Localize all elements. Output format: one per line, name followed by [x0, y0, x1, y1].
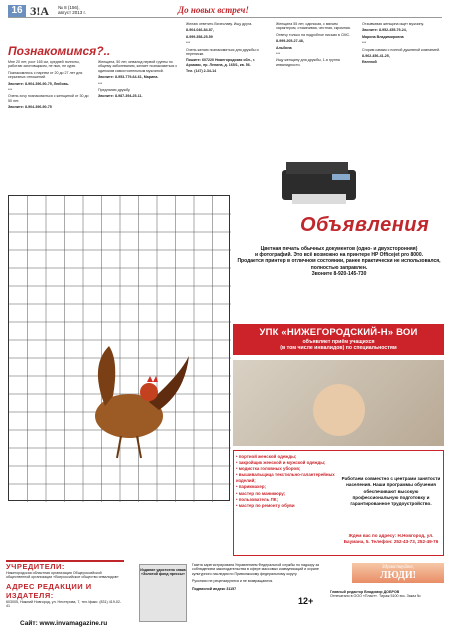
founders-title: УЧРЕДИТЕЛИ: [6, 562, 65, 571]
personal-contact: Евгений [362, 60, 377, 65]
personal-contact: Звоните: 8-953-779-64-61, Марина. [98, 75, 159, 80]
personal-contact: Звоните: 8-952-455-79-24, [362, 28, 407, 33]
age-rating: 12+ [298, 596, 314, 606]
zdr-banner [352, 563, 444, 583]
separator: *** [186, 41, 191, 46]
upk-photo [233, 360, 444, 446]
specialty-item: • модистка головных уборов; [236, 466, 301, 472]
footer-registration [192, 563, 324, 591]
personal-contact: Марина Владимировна [362, 34, 404, 39]
personals-column-1 [8, 60, 90, 112]
separator: *** [362, 41, 367, 46]
personal-contact: 8-999-358-25-59 [186, 34, 213, 39]
founders-text: Нижегородская областная организация Общероссийской общественной организации «Всероссийское общество инвалидов» [6, 571, 119, 580]
ad-line: и фотографий. Это всё возможно на принтере HP Officejet pro 8000. [254, 252, 424, 259]
upk-description: Работаем совместно с центрами занятости населения. Наши программы обучения обеспечивают высокую профессиональную подготовку и гарантированное трудоустройство. [341, 476, 441, 507]
ad-line: Продается принтер в отличном состоянии, ранее практически не использовался, полностью заправлен. [237, 258, 441, 271]
newspaper-logo: З!А [30, 4, 49, 18]
specialty-item: • вышивальщица текстильно-галантерейных изделий; [236, 472, 335, 484]
subscription-index: Подписной индекс 31157 [192, 586, 237, 591]
rooster-image [95, 346, 189, 458]
print-info: Отпечатано в ООО «Пласт». Тираж 5100 экз. Заказ № [330, 594, 421, 599]
separator: *** [8, 88, 13, 93]
personal-contact: 8-962-456-41-25, [362, 54, 390, 59]
personal-ad: Мне 20 лет, рост 165 см, средней полноты, работаю заготовщиком, не пью, не курю. [8, 60, 80, 69]
header-slogan: До новых встреч! [178, 5, 249, 15]
crossword-grid [9, 196, 231, 502]
site-link[interactable]: Сайт: www.invamagazine.ru [20, 620, 108, 627]
personal-ad: Женщина, 50 лет, инвалид первой группы по общему заболеванию, желает познакомиться с одиноким самостоятельным мужчиной. [98, 60, 178, 73]
manuscripts-note: Рукописи не рецензируются и не возвращаются. [192, 579, 274, 584]
personal-ad: Отвечу только на подробное письмо в СМС. [276, 32, 351, 37]
personals-column-4 [276, 22, 358, 69]
chief-editor: Главный редактор Владимир ДОБРОВ [330, 590, 400, 594]
registration-text: Газета зарегистрирована Управлением Федеральной службы по надзору за соблюдением законодательства в сфере массовых коммуникаций и охране культурного наследия по Приволжскому федеральному округу. [192, 563, 320, 576]
zdr-top: Здравствуйте, [382, 565, 414, 570]
personal-ad: Очень желаю познакомиться для дружбы и переписки. [186, 47, 259, 57]
upk-subtitle: объявляет приём учащихся [302, 339, 375, 345]
personal-ad: Ищу женщину для дружбы, 1-я группа инвалидности. [276, 58, 340, 67]
specialty-item: • портной женской одежды; [236, 454, 297, 459]
zdr-big: ЛЮДИ! [380, 570, 416, 581]
upk-subtitle: (в том числе инвалидов) по специальностям [280, 345, 397, 351]
ad-text [232, 246, 446, 277]
personal-contact: 8-999-205-27-48, [276, 39, 304, 44]
golden-fund-badge: Издание удостоено знака «Золотой фонд прессы» [139, 564, 187, 622]
personal-contact: Звоните: 8-904-396-90-75, Любовь. [8, 81, 70, 86]
personal-ad: Очень хочу познакомиться с женщиной от 30 до 50 лет. [8, 94, 89, 103]
specialty-item: • мастер по маникюру; [236, 490, 286, 496]
issue-date: август 2013 г. [58, 10, 86, 15]
personal-ad: Отзывчивая женщина ищет мужчину. [362, 22, 424, 26]
upk-title: УПК «НИЖЕГОРОДСКИЙ-Н» ВОИ [259, 327, 418, 338]
ads-title: Объявления [300, 214, 430, 236]
specialty-item: • мастер по ремонту обуви [236, 502, 295, 508]
personal-contact: Звоните: 8-987-394-25-11. [98, 94, 143, 99]
personals-column-5 [362, 22, 444, 67]
separator: *** [98, 81, 103, 86]
crossword-puzzle [8, 195, 230, 501]
personal-contact: Звоните: 8-904-396-90-75 [8, 105, 52, 110]
issue-info [58, 5, 86, 15]
ad-line: Цветная печать обычных документов (одно- и двухсторонняя) [260, 246, 418, 252]
personal-contact: Тел. (147) 2-34-14 [186, 69, 217, 74]
personals-column-2 [98, 60, 180, 101]
issue-number: № 8 (156), [58, 5, 80, 10]
personal-ad: Женщина 55 лет, одинокая, с мягким характером, отзывчивая, честная, скромная. [276, 22, 351, 31]
personal-contact: Пишите: 607220 Нижегородская обл., г. Арзамас, пр. Ленина, д. 165/1, кв. 56. [186, 58, 256, 67]
personal-ad: Познакомлюсь с парнем от 20 до 27 лет для серьезных отношений. [8, 70, 83, 80]
personal-ad: Желаю ответить Вячеславу. Ищу друга. [186, 22, 253, 26]
personal-ad: Сгорим самым с полной душевной компанией. [362, 47, 441, 52]
ad-phone: Звоните 8-920-145-730 [311, 270, 367, 277]
address-title: АДРЕС РЕДАКЦИИ И ИЗДАТЕЛЯ: [6, 581, 92, 600]
specialty-item: • закройщик женской и мужской одежды; [236, 460, 326, 466]
upk-banner [233, 324, 444, 355]
specialty-item: • парикмахер; [236, 484, 266, 490]
address-text: 603005, Нижний Новгород, ул. Нестерова, 7, тел./факс: (831) 419-02-41 [6, 599, 122, 609]
personal-contact: 8-904-046-84-87, [186, 28, 214, 33]
upk-specialties-list [236, 454, 336, 509]
upk-address: Ждем вас по адресу: Н.Новгород, ул. Баумана, 5. Телефон: 252-43-73, 252-49-76 [343, 533, 439, 544]
section-title: Познакомимся?.. [8, 44, 111, 58]
separator: *** [276, 52, 281, 57]
personal-contact: Альбина [276, 45, 292, 50]
footer-editorial [330, 590, 444, 599]
page-number: 16 [8, 5, 26, 17]
specialty-item: • пользователь ПК; [236, 496, 278, 502]
personals-column-3 [186, 22, 268, 76]
printer-image [276, 156, 362, 212]
personal-ad: Предлагаю дружбу. [98, 88, 131, 93]
person-image [313, 384, 365, 436]
